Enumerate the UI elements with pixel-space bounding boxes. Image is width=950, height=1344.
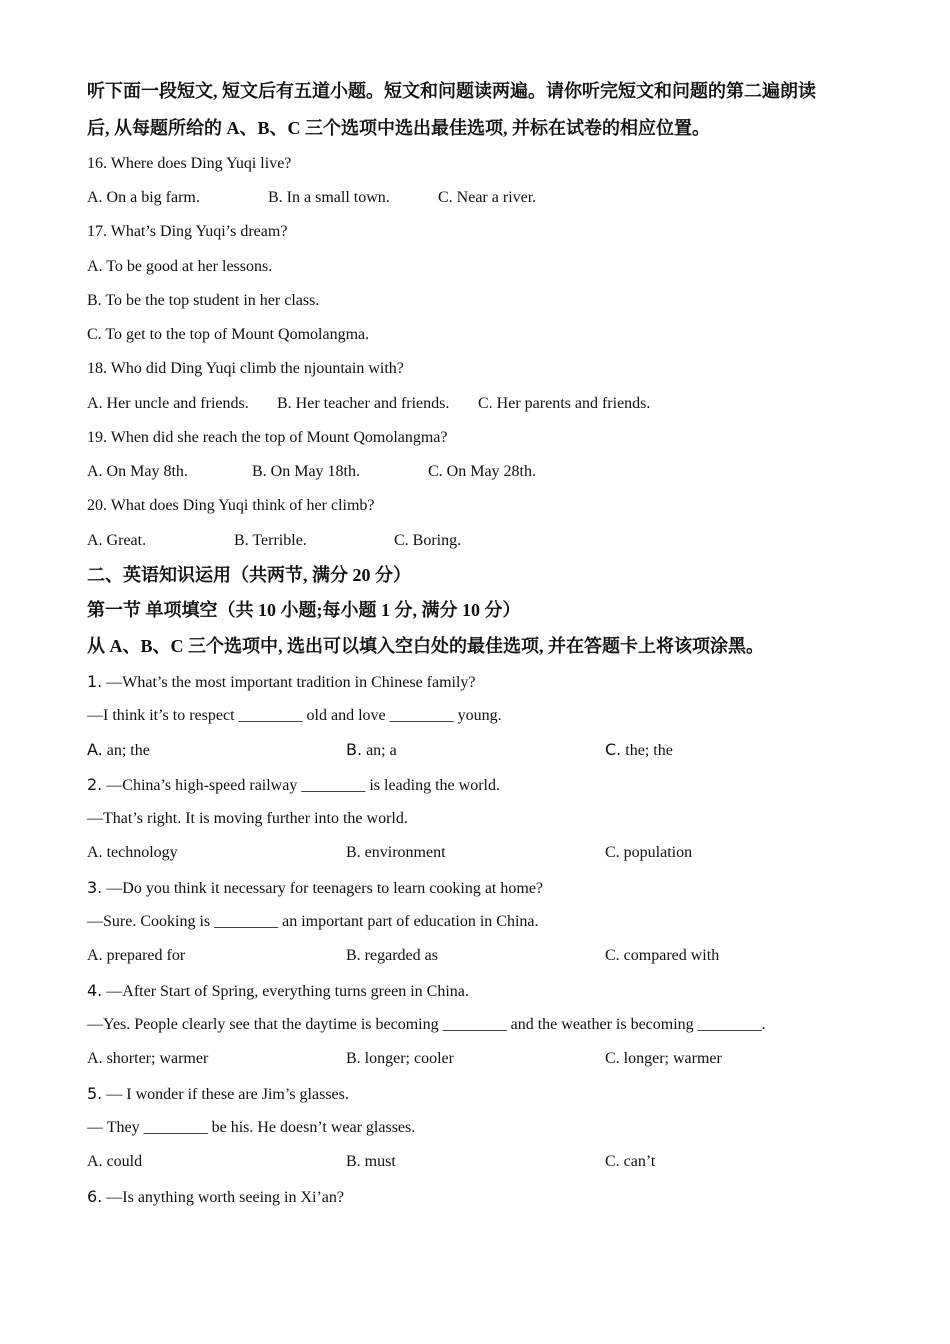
question-16: 16. Where does Ding Yuqi live? (87, 155, 292, 172)
item-1-line2: —I think it’s to respect ________ old and love ________ young. (87, 707, 502, 724)
item-1-option-b: B. an; a (346, 740, 397, 759)
item-5-option-a: A. could (87, 1153, 143, 1170)
item-5-line1: 5. — I wonder if these are Jim’s glasses. (87, 1084, 349, 1103)
section1-heading: 第一节 单项填空（共 10 小题;每小题 1 分, 满分 10 分） (87, 600, 521, 620)
item-number: 4. (87, 981, 103, 1000)
q19-option-c: C. On May 28th. (428, 463, 536, 480)
item-5-option-c: C. can’t (605, 1153, 656, 1170)
item-4-option-b: B. longer; cooler (346, 1050, 454, 1067)
q20-option-a: A. Great. (87, 532, 147, 549)
item-3-option-a: A. prepared for (87, 947, 186, 964)
item-number: 1. (87, 672, 103, 691)
q18-option-a: A. Her uncle and friends. (87, 395, 249, 412)
item-number: 2. (87, 775, 103, 794)
item-3-option-c: C. compared with (605, 947, 720, 964)
item-1-option-a: A. an; the (87, 740, 150, 759)
q16-option-b: B. In a small town. (268, 189, 390, 206)
q19-option-a: A. On May 8th. (87, 463, 188, 480)
item-number: 3. (87, 878, 103, 897)
item-1-option-c: C. the; the (605, 740, 673, 759)
item-1-line1: 1. —What’s the most important tradition in Chinese family? (87, 672, 476, 691)
item-3-line1: 3. —Do you think it necessary for teenagers to learn cooking at home? (87, 878, 544, 897)
item-2-option-b: B. environment (346, 844, 446, 861)
item-2-option-a: A. technology (87, 844, 178, 861)
item-2-option-c: C. population (605, 844, 693, 861)
item-4-option-a: A. shorter; warmer (87, 1050, 209, 1067)
question-17: 17. What’s Ding Yuqi’s dream? (87, 223, 288, 240)
item-5-line2: — They ________ be his. He doesn’t wear glasses. (87, 1119, 416, 1136)
item-2-line2: —That’s right. It is moving further into the world. (87, 810, 408, 827)
section1-instruction: 从 A、B、C 三个选项中, 选出可以填入空白处的最佳选项, 并在答题卡上将该项涂黑。 (87, 636, 765, 656)
q20-option-b: B. Terrible. (234, 532, 307, 549)
part2-heading: 二、英语知识运用（共两节, 满分 20 分） (87, 565, 411, 585)
item-number: 5. (87, 1084, 103, 1103)
item-3-option-b: B. regarded as (346, 947, 438, 964)
q19-option-b: B. On May 18th. (252, 463, 360, 480)
q16-option-a: A. On a big farm. (87, 189, 200, 206)
item-5-option-b: B. must (346, 1153, 396, 1170)
item-2-line1: 2. —China’s high-speed railway ________ is leading the world. (87, 775, 500, 794)
listening-instruction-line2: 后, 从每题所给的 A、B、C 三个选项中选出最佳选项, 并标在试卷的相应位置。 (87, 118, 711, 138)
item-number: 6. (87, 1187, 103, 1206)
item-4-option-c: C. longer; warmer (605, 1050, 722, 1067)
q20-option-c: C. Boring. (394, 532, 462, 549)
listening-instruction-line1: 听下面一段短文, 短文后有五道小题。短文和问题读两遍。请你听完短文和问题的第二遍朗读 (87, 81, 816, 101)
q17-option-c: C. To get to the top of Mount Qomolangma. (87, 326, 370, 343)
q18-option-b: B. Her teacher and friends. (277, 395, 450, 412)
q17-option-a: A. To be good at her lessons. (87, 258, 273, 275)
q18-option-c: C. Her parents and friends. (478, 395, 651, 412)
question-19: 19. When did she reach the top of Mount Qomolangma? (87, 429, 448, 446)
item-4-line1: 4. —After Start of Spring, everything turns green in China. (87, 981, 469, 1000)
item-6-line1: 6. —Is anything worth seeing in Xi’an? (87, 1187, 344, 1206)
q16-option-c: C. Near a river. (438, 189, 537, 206)
question-20: 20. What does Ding Yuqi think of her climb? (87, 497, 375, 514)
q17-option-b: B. To be the top student in her class. (87, 292, 320, 309)
item-3-line2: —Sure. Cooking is ________ an important part of education in China. (87, 913, 539, 930)
question-18: 18. Who did Ding Yuqi climb the njountain with? (87, 360, 404, 377)
item-4-line2: —Yes. People clearly see that the daytime is becoming ________ and the weather is becoming ________. (87, 1016, 766, 1033)
